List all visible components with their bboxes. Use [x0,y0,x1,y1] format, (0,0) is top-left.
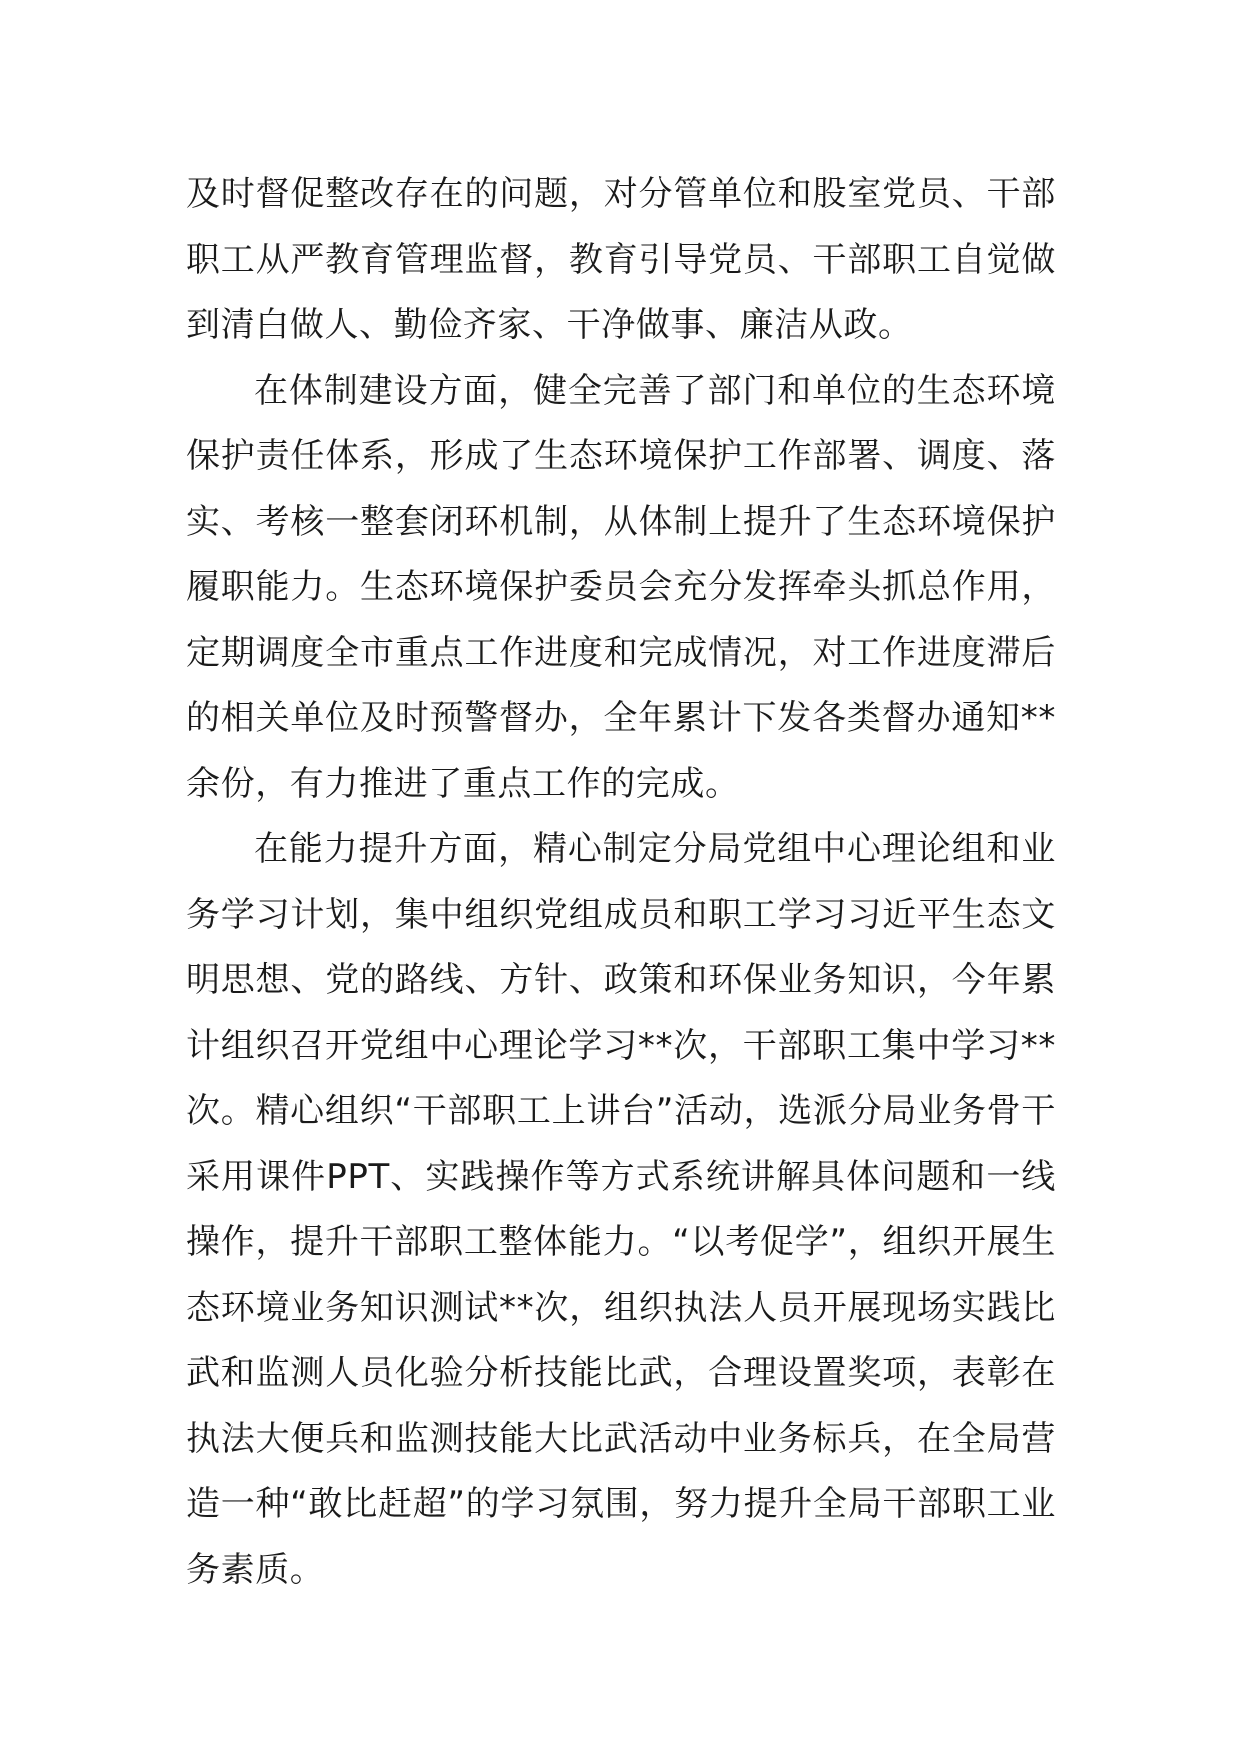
paragraph-continuation: 及时督促整改存在的问题，对分管单位和股室党员、干部职工从严教育管理监督，教育引导党员、干部职工自觉做到清白做人、勤俭齐家、干净做事、廉洁从政。 [186,174,1056,345]
document-body [186,162,1056,1603]
paragraph-capacity-building: 在能力提升方面，精心制定分局党组中心理论组和业务学习计划，集中组织党组成员和职工学习习近平生态文明思想、党的路线、方针、政策和环保业务知识，今年累计组织召开党组中心理论学习**次，干部职工集中学习**次。精心组织“干部职工上讲台”活动，选派分局业务骨干采用课件PPT、实践操作等方式系统讲解具体问题和一线操作，提升干部职工整体能力。“以考促学”，组织开展生态环境业务知识测试**次，组织执法人员开展现场实践比武和监测人员化验分析技能比武，合理设置奖项，表彰在执法大便兵和监测技能大比武活动中业务标兵，在全局营造一种“敢比赶超”的学习氛围，努力提升全局干部职工业务素质。 [186,829,1056,1590]
paragraph-institution-building: 在体制建设方面，健全完善了部门和单位的生态环境保护责任体系，形成了生态环境保护工作部署、调度、落实、考核一整套闭环机制，从体制上提升了生态环境保护履职能力。生态环境保护委员会充分发挥牵头抓总作用，定期调度全市重点工作进度和完成情况，对工作进度滞后的相关单位及时预警督办，全年累计下发各类督办通知**余份，有力推进了重点工作的完成。 [186,370,1056,804]
